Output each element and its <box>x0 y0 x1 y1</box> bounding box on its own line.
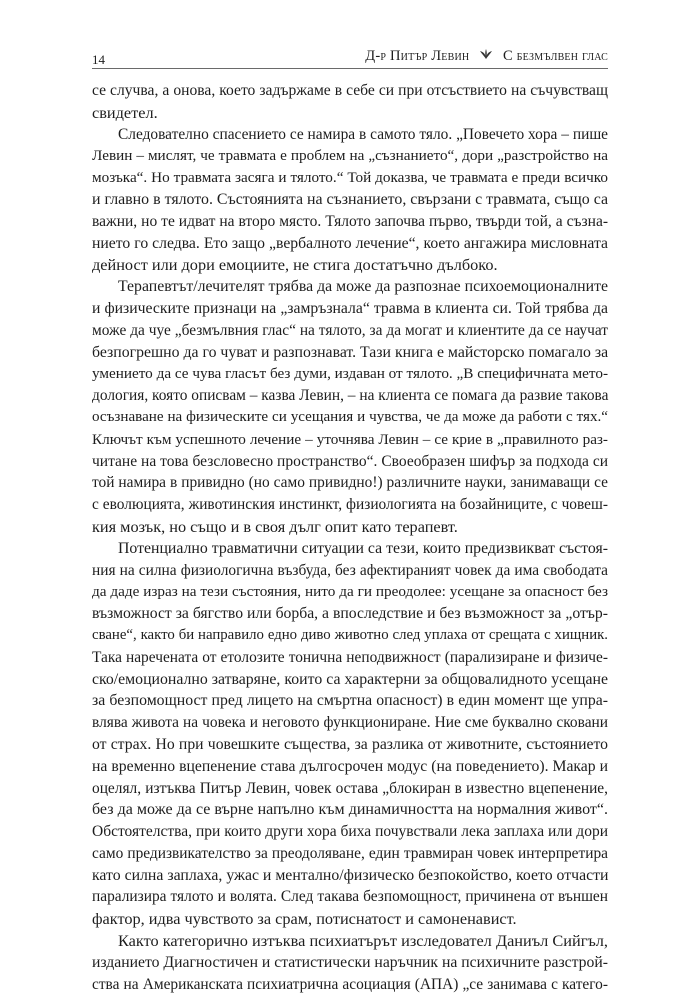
text-line: влява живота на човека и неговото функциониране. Ние сме буквално сковани <box>92 714 608 732</box>
body-text <box>92 80 608 995</box>
text-line: читане на това безсловесно пространство“. Своеобразен шифър за подхода си <box>92 452 608 470</box>
text-line: като силна заплаха, ужас и ментално/физическо безпокойство, което отчасти <box>92 866 609 884</box>
text-line: с еволюцията, животинския инстинкт, физиологията на бозайниците, с човеш- <box>92 496 608 514</box>
text-line: изданието Диагностичен и статистически наръчник на психичните разстрой- <box>92 953 608 971</box>
text-line: свидетел. <box>92 102 158 122</box>
text-line: дейност или дори емоциите, не стига достатъчно дълбоко. <box>92 255 498 275</box>
text-line: може да чуе „безмълвния глас“ на тялото, за да могат и клиентите да се научат <box>92 321 608 339</box>
running-head-author: Д-р Питър Левин <box>365 48 470 64</box>
paragraph <box>92 80 608 124</box>
text-line: Следователно спасението се намира в самото тяло. „Повечето хора – пише <box>118 125 608 143</box>
text-line: Левин – мислят, че травмата е проблем на „съзнанието“, дори „разстройство на <box>92 147 608 165</box>
text-line: безпогрешно да го чуват и разпознават. Тази книга е майсторско помагало за <box>92 343 609 361</box>
paragraph <box>92 124 608 277</box>
running-head-book-title: С безмълвен глас <box>502 48 608 64</box>
text-line: осъзнаване на физическите си усещания и чувства, че да може да работи с тях.“ <box>92 408 608 425</box>
text-line: Терапевтът/лечителят трябва да може да разпознае психоемоционалните <box>118 278 608 296</box>
text-line: Както категорично изтъква психиатърът изследовател Даниъл Сийгъл, <box>118 931 608 951</box>
text-line: само предизвикателство за преодоляване, един травмиран човек интерпретира <box>92 844 608 862</box>
text-line: и главно в тялото. Състоянията на съзнанието, свързани с травмата, също са <box>92 190 608 208</box>
text-line: ния на силна физиологична възбуда, без афектираният човек да има свободата <box>92 561 608 579</box>
text-line: за безпомощност пред лицето на смъртна опасност) в един момент ще упра- <box>92 692 608 710</box>
text-line: кия мозък, но също и в своя дълг опит като терапевт. <box>92 516 458 536</box>
text-line: умението да се чува гласът без думи, издаван от тялото. „В специфичната мето- <box>92 365 608 383</box>
text-line: от страх. Но при човешките същества, за разлика от животните, състоянието <box>92 735 608 753</box>
text-line: ства на Американската психиатрична асоциация (АПА) „се занимава с катего- <box>92 975 608 993</box>
leaf-ornament-icon <box>479 48 493 64</box>
text-line: се случва, а онова, което задържаме в себе си при отсъствието на съчувстващ <box>92 82 608 99</box>
text-line: без да може да се върне напълно към динамичността на нормалния живот“. <box>92 801 608 819</box>
text-line: парализира тялото и волята. След такава безпомощност, причинена от външен <box>92 888 608 906</box>
text-line: мозъка“. Но травмата засяга и тялото.“ Той доказва, че травмата е преди всичко <box>92 169 608 187</box>
text-line: нието го следва. Ето защо „вербалното лечение“, което ангажира мисловната <box>92 234 608 252</box>
text-line: Обстоятелства, при които други хора биха почувствали лека заплаха или дори <box>92 823 608 841</box>
text-line: да даде израз на тези състояния, нито да ги преодолее: усещане за опасност без <box>92 583 608 601</box>
text-line: дология, която описвам – казва Левин, – на клиента се помага да развие такова <box>92 387 609 405</box>
text-line: фактор, идва чувството за срам, потиснатост и самоненавист. <box>92 909 517 929</box>
text-line: и физическите признаци на „замръзнала“ травма в клиента си. Той трябва да <box>92 299 608 317</box>
paragraph <box>92 538 608 930</box>
text-line: възможност за бягство или борба, а впоследствие и без възможност за „отър- <box>92 605 608 623</box>
page-number: 14 <box>92 52 105 67</box>
paragraph <box>92 930 608 995</box>
text-line: Ключът към успешното лечение – уточнява Левин – се крие в „правилното раз- <box>92 430 608 448</box>
text-line: той намира в привидно (но само привидно!) различните науки, занимаващи се <box>92 474 608 492</box>
text-line: оцелял, изтъква Питър Левин, човек остава „блокиран в известно вцепенение, <box>92 779 608 797</box>
text-line: Така наречената от етолозите тонична неподвижност (парализиране и физиче- <box>92 648 608 666</box>
text-line: на временно вцепенение става дългосрочен модус (на поведението). Макар и <box>92 757 608 775</box>
text-line: ско/емоционално затваряне, които са характерни за общовалидното усещане <box>92 670 608 688</box>
text-line: сване“, както би направило едно диво животно след уплаха от срещата с хищник. <box>92 626 608 643</box>
running-header <box>92 46 608 69</box>
text-line: важни, но те идват на второ място. Тялото започва първо, твърди той, а съзна- <box>92 212 608 230</box>
paragraph <box>92 276 608 538</box>
running-head <box>365 48 608 65</box>
text-line: Потенциално травматични ситуации са тези, които предизвикват състоя- <box>118 539 608 557</box>
